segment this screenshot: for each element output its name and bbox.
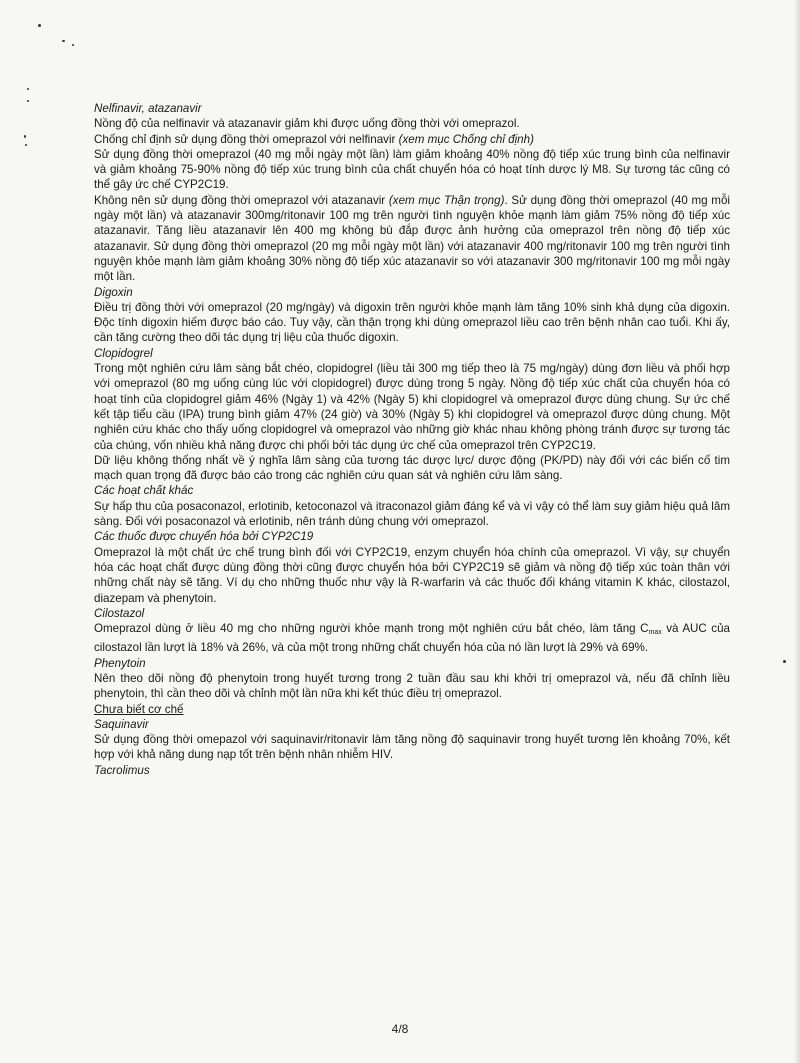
- scan-speck: [62, 40, 65, 42]
- scan-speck: [27, 88, 29, 90]
- paragraph: Sử dụng đồng thời omeprazol (40 mg mỗi ngày một lần) làm giảm khoảng 40% nồng độ tiếp xúc trung bình của nelfinavir và giảm khoảng 75-90% nồng độ tiếp xúc trung bình của chất chuyển hóa có hoạt tính dược lý M8. Sự tương tác cũng có thể gây ức chế CYP2C19.: [94, 147, 730, 192]
- paragraph: Dữ liệu không thống nhất về ý nghĩa lâm sàng của tương tác dược lực/ dược động (PK/PD) này đối với các biến cố tim mạch quan trọng đã được báo cáo trong các nghiên cứu quan sát và nghiên cứu lâm sàng.: [94, 453, 730, 483]
- paragraph: Nên theo dõi nồng độ phenytoin trong huyết tương trong 2 tuần đầu sau khi khởi trị omeprazol và, nếu đã chỉnh liều phenytoin, thì cần theo dõi và chỉnh một lần nữa khi kết thúc điều trị omeprazol.: [94, 671, 730, 701]
- scan-speck: [38, 24, 41, 27]
- heading-digoxin: Digoxin: [94, 285, 133, 299]
- heading-clopidogrel: Clopidogrel: [94, 346, 153, 360]
- paragraph: Điều trị đồng thời với omeprazol (20 mg/ngày) và digoxin trên người khỏe mạnh làm tăng 10% sinh khả dụng của digoxin. Độc tính digoxin hiếm được báo cáo. Tuy vậy, cần thận trọng khi dùng omeprazol liều cao trên bệnh nhân cao tuổi. Khi ấy, cần tăng cường theo dõi tác dụng trị liệu của thuốc digoxin.: [94, 300, 730, 345]
- paragraph: Trong một nghiên cứu lâm sàng bắt chéo, clopidogrel (liều tải 300 mg tiếp theo là 75 mg/ngày) dùng đơn liều và phối hợp với omeprazol (80 mg uống cùng lúc với clopidogrel) được dùng trong 5 ngày. Nồng độ tiếp xúc chất của chuyển hóa có hoạt tính của clopidogrel giảm 46% (Ngày 1) và 42% (Ngày 5) khi clopidogrel và omeprazol được dùng chung. Sự ức chế kết tập tiểu cầu (IPA) trung bình giảm 47% (24 giờ) và 30% (Ngày 5) khi clopidogrel và omeprazol được dùng chung. Một nghiên cứu khác cho thấy uống clopidogrel và omeprazol vào những giờ khác nhau không phòng tránh được sự tương tác của chúng, vốn nhiều khả năng được chi phối bởi tác dụng ức chế của omeprazol trên CYP2C19.: [94, 362, 730, 452]
- paragraph: Chống chỉ định sử dụng đồng thời omeprazol với nelfinavir (xem mục Chống chỉ định): [94, 132, 534, 146]
- page-number: 4/8: [391, 1022, 409, 1036]
- heading-tacrolimus: Tacrolimus: [94, 763, 150, 777]
- paragraph: Sự hấp thu của posaconazol, erlotinib, ketoconazol và itraconazol giảm đáng kể và vì vậy có thể làm suy giảm hiệu quả lâm sàng. Đối với posaconazol và erlotinib, nên tránh dùng chung với omeprazol.: [94, 499, 730, 529]
- document-body: [94, 101, 730, 778]
- heading-unknown-mechanism: Chưa biết cơ chế: [94, 702, 184, 716]
- heading-nelfinavir: Nelfinavir, atazanavir: [94, 102, 202, 115]
- heading-cyp2c19: Các thuốc được chuyển hóa bởi CYP2C19: [94, 530, 314, 544]
- scan-speck: [27, 100, 29, 102]
- scan-speck: [783, 660, 786, 663]
- scan-edge-shadow: [794, 0, 800, 1063]
- heading-phenytoin: Phenytoin: [94, 656, 146, 670]
- heading-saquinavir: Saquinavir: [94, 717, 149, 731]
- heading-other-substances: Các hoạt chất khác: [94, 484, 194, 498]
- scan-speck: [24, 135, 26, 138]
- heading-cilostazol: Cilostazol: [94, 606, 145, 620]
- scan-speck: [25, 144, 27, 146]
- scan-speck: [72, 44, 74, 46]
- paragraph: Omeprazol dùng ở liều 40 mg cho những người khỏe mạnh trong một nghiên cứu bắt chéo, làm tăng $C_{max}$ và AUC của cilostazol lần lượt là 18% và 26%, và của một trong những chất chuyển hóa của nó lần lượt là 29% và 69%.: [94, 622, 730, 655]
- paragraph: Omeprazol là một chất ức chế trung bình đối với CYP2C19, enzym chuyển hóa chính của omeprazol. Vì vậy, sự chuyển hóa các hoạt chất được dùng đồng thời cũng được chuyển hóa bởi CYP2C19 sẽ giảm và nồng độ tiếp xúc toàn thân với những chất này sẽ tăng. Ví dụ cho những thuốc như vậy là R-warfarin và các thuốc đối kháng vitamin K khác, cilostazol, diazepam và phenytoin.: [94, 545, 730, 605]
- paragraph: Nồng độ của nelfinavir và atazanavir giảm khi được uống đồng thời với omeprazol.: [94, 117, 520, 131]
- paragraph: Không nên sử dụng đồng thời omeprazol với atazanavir (xem mục Thận trọng). Sử dụng đồng thời omeprazol (40 mg mỗi ngày một lần) và atazanavir 300mg/ritonavir 100 mg trên người tình nguyện khỏe mạnh làm giảm 75% nồng độ tiếp xúc atazanavir. Tăng liều atazanavir lên 400 mg không bù đắp được ảnh hưởng của omeprazol trên nồng độ tiếp xúc atazanavir. Sử dụng đồng thời omeprazol (20 mg mỗi ngày một lần) với atazanavir 400 mg/ritonavir 100 mg trên người tình nguyện khỏe mạnh làm giảm khoảng 30% nồng độ tiếp xúc atazanavir so với atazanavir 300 mg/ritonavir 100 mg mỗi ngày một lần.: [94, 193, 730, 284]
- paragraph: Sử dụng đồng thời omepazol với saquinavir/ritonavir làm tăng nồng độ saquinavir trong huyết tương lên khoảng 70%, kết hợp với khả năng dung nạp tốt trên bệnh nhân nhiễm HIV.: [94, 733, 730, 762]
